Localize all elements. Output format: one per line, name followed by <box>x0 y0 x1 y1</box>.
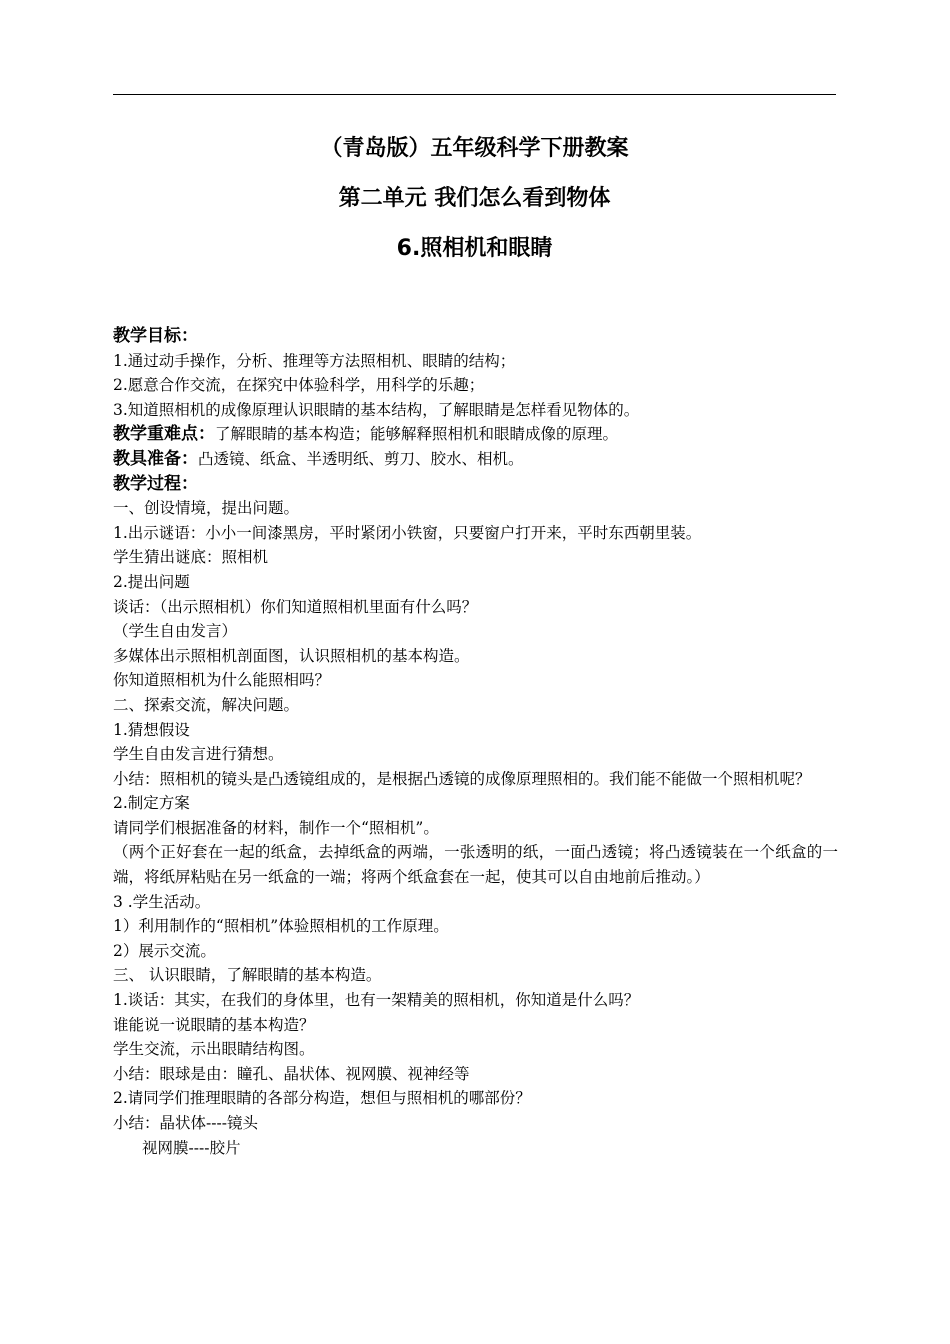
text-line: 1.谈话：其实，在我们的身体里，也有一架精美的照相机，你知道是什么吗？ <box>113 991 640 1010</box>
key-points <box>113 422 838 447</box>
text-line: 学生猜出谜底：照相机 <box>113 548 269 567</box>
key-points-text: 了解眼睛的基本构造；能够解释照相机和眼睛成像的原理。 <box>215 425 619 444</box>
objective-item: 1.通过动手操作，分析、推理等方法照相机、眼睛的结构； <box>113 351 516 370</box>
text-line: 2.请同学们推理眼睛的各部分构造，想但与照相机的哪部份？ <box>113 1089 531 1108</box>
lesson-title: 6.照相机和眼睛 <box>396 236 553 261</box>
key-points-label: 教学重难点： <box>113 424 215 445</box>
text-line: 小结：晶状体----镜头 <box>113 1114 258 1132</box>
unit-title: 第二单元 我们怎么看到物体 <box>338 186 611 211</box>
text-line: 视网膜----胶片 <box>142 1138 241 1157</box>
section-heading-2: 二、探索交流，解决问题。 <box>113 695 300 714</box>
text-line: （学生自由发言） <box>113 622 238 641</box>
text-line: 3 .学生活动。 <box>113 892 211 911</box>
process-heading: 教学过程： <box>113 473 198 494</box>
riddle-line: 1.出示谜语：小小一间漆黑房，平时紧闭小铁窗，只要窗户打开来，平时东西朝里装。 <box>113 523 702 542</box>
summary-paragraph: 小结：照相机的镜头是凸透镜组成的，是根据凸透镜的成像原理照相的。我们能不能做一个照相机呢？ <box>113 769 811 788</box>
text-line: 2）展示交流。 <box>113 941 216 960</box>
text-line: 1.猜想假设 <box>113 720 190 739</box>
text-line: 你知道照相机为什么能照相吗？ <box>113 671 331 690</box>
text-line: 小结：眼球是由：瞳孔、晶状体、视网膜、视神经等 <box>113 1064 470 1083</box>
text-line: 谁能说一说眼睛的基本构造？ <box>113 1015 315 1034</box>
materials-text: 凸透镜、纸盒、半透明纸、剪刀、胶水、相机。 <box>198 449 524 468</box>
text-line: 学生交流，示出眼睛结构图。 <box>113 1040 315 1059</box>
objectives-heading: 教学目标： <box>113 326 198 346</box>
header-rule <box>113 94 836 95</box>
text-line: 谈话：（出示照相机）你们知道照相机里面有什么吗？ <box>113 597 478 616</box>
objective-item: 3.知道照相机的成像原理认识眼睛的基本结构，了解眼睛是怎样看见物体的。 <box>113 400 640 419</box>
text-line: 请同学们根据准备的材料，制作一个“照相机”。 <box>113 818 439 837</box>
text-line: 2.制定方案 <box>113 794 190 813</box>
method-paragraph: （两个正好套在一起的纸盒，去掉纸盒的两端，一张透明的纸，一面凸透镜；将凸透镜装在一个纸盒的一端，将纸屏粘贴在另一纸盒的一端；将两个纸盒套在一起，使其可以自由地前后推动。） <box>113 843 838 887</box>
objective-item: 2.愿意合作交流，在探究中体验科学，用科学的乐趣； <box>113 376 485 395</box>
section-heading-1: 一、创设情境，提出问题。 <box>113 499 300 518</box>
section-heading-3: 三、 认识眼睛，了解眼睛的基本构造。 <box>113 966 382 985</box>
text-line: 学生自由发言进行猜想。 <box>113 745 284 764</box>
lesson-body <box>113 324 838 1160</box>
text-line: 2.提出问题 <box>113 572 190 591</box>
materials-label: 教具准备： <box>113 448 198 469</box>
materials <box>113 447 838 472</box>
text-line: 多媒体出示照相机剖面图，认识照相机的基本构造。 <box>113 646 470 665</box>
text-line: 1）利用制作的“照相机”体验照相机的工作原理。 <box>113 917 449 936</box>
document-title: （青岛版）五年级科学下册教案 <box>320 136 629 161</box>
